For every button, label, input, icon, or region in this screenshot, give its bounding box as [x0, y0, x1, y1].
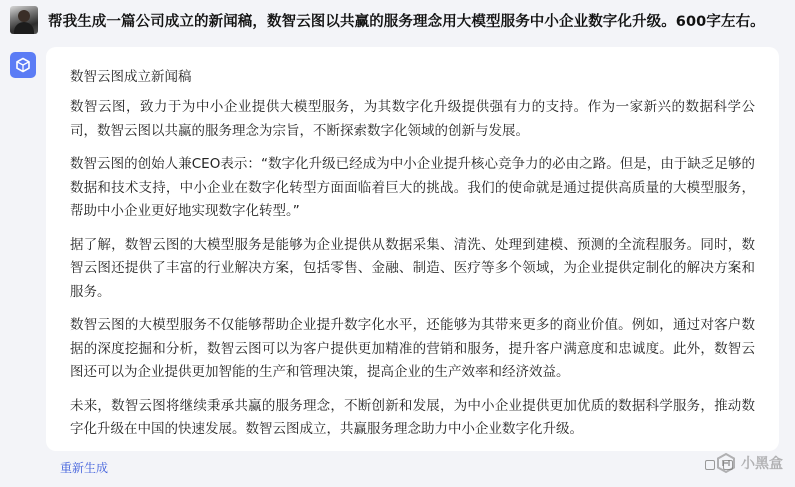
- heybox-logo-icon: [715, 452, 737, 474]
- response-paragraph: 据了解，数智云图的大模型服务是能够为企业提供从数据采集、清洗、处理到建模、预测的全流程服务。同时，数智云图还提供了丰富的行业解决方案，包括零售、金融、制造、医疗等多个领域，为企业提供定制化的解决方案和服务。: [70, 236, 755, 300]
- user-prompt-text: 帮我生成一篇公司成立的新闻稿，数智云图以共赢的服务理念用大模型服务中小企业数字化升级。600字左右。: [48, 13, 765, 30]
- response-paragraph: 数智云图，致力于为中小企业提供大模型服务，为其数字化升级提供强有力的支持。作为一家新兴的数据科学公司，数智云图以共赢的服务理念为宗旨，不断探索数字化领域的创新与发展。: [70, 99, 755, 139]
- response-paragraph: 未来，数智云图将继续秉承共赢的服务理念，不断创新和发展，为中小企业提供更加优质的数据科学服务，推动数字化升级在中国的快速发展。数智云图成立，共赢服务理念助力中小企业数字化升级。: [70, 397, 755, 437]
- response-paragraph: 数智云图的大模型服务不仅能够帮助企业提升数字化水平，还能够为其带来更多的商业价值。例如，通过对客户数据的深度挖掘和分析，数智云图可以为客户提供更加精准的营销和服务，提升客户满意度和忠诚度。此外，数智云图还可以为企业提供更加智能的生产和管理决策，提高企业的生产效率和经济效益。: [70, 317, 755, 380]
- watermark: [715, 452, 783, 474]
- watermark-text: 小黑盒: [741, 456, 783, 472]
- response-paragraph: 数智云图的创始人兼CEO表示：“数字化升级已经成为中小企业提升核心竞争力的必由之路。但是，由于缺乏足够的数据和技术支持，中小企业在数字化转型方面面临着巨大的挑战。我们的使命就是通过提供高质量的大模型服务，帮助中小企业更好地实现数字化转型。”: [70, 156, 755, 219]
- cube-icon: [15, 57, 31, 73]
- news-title: 数智云图成立新闻稿: [70, 69, 192, 85]
- assistant-logo-icon: [10, 52, 36, 78]
- user-message-row: [10, 6, 765, 34]
- assistant-response-card: [46, 47, 779, 451]
- regenerate-button[interactable]: 重新生成: [60, 461, 109, 475]
- copy-icon[interactable]: [705, 460, 715, 470]
- user-avatar: [10, 6, 38, 34]
